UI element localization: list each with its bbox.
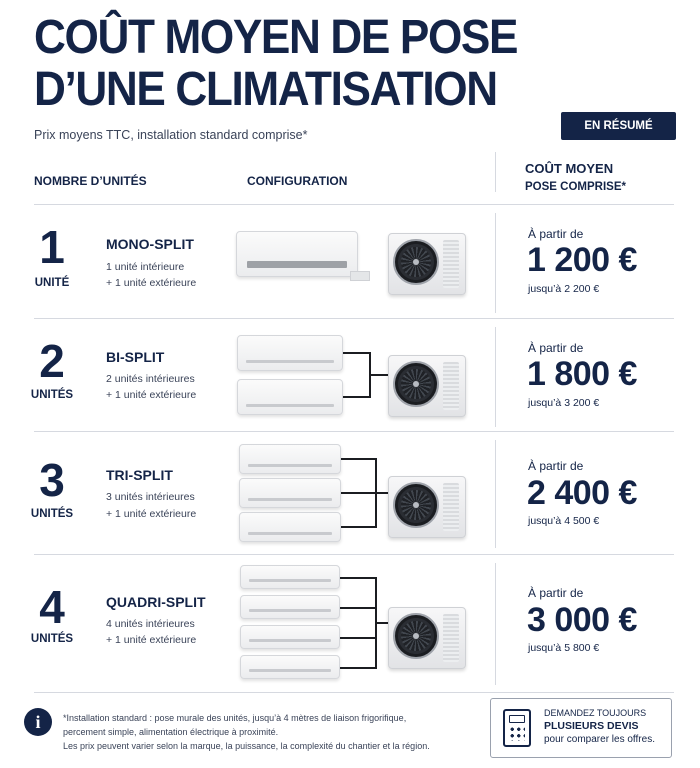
indoor-unit-image <box>240 595 340 619</box>
indoor-unit-image <box>239 478 341 508</box>
indoor-unit-image <box>240 625 340 649</box>
unit-count: 3 <box>39 454 65 506</box>
remote-image <box>350 271 370 281</box>
info-icon: i <box>24 708 52 736</box>
config-detail-outdoor: + 1 unité extérieure <box>106 634 197 646</box>
pipe-line <box>369 374 389 376</box>
price-from-label: À partir de <box>528 459 584 473</box>
pipe-line <box>341 526 377 528</box>
column-header-configuration: CONFIGURATION <box>247 174 348 188</box>
price-max: jusqu’à 4 500 € <box>528 515 600 527</box>
config-detail-outdoor: + 1 unité extérieure <box>106 277 197 289</box>
price-value: 1 800 € <box>527 355 637 393</box>
calculator-icon <box>503 709 531 747</box>
config-detail-outdoor: + 1 unité extérieure <box>106 508 197 520</box>
outdoor-unit-image <box>388 355 466 417</box>
price-value: 3 000 € <box>527 601 637 639</box>
quote-advice-line-3: pour comparer les offres. <box>544 734 655 745</box>
pipe-line <box>343 396 371 398</box>
unit-word: UNITÉ <box>34 277 70 289</box>
footnote-line-3: Les prix peuvent varier selon la marque, la puissance, la complexité du chantier et la région. <box>63 741 430 751</box>
subtitle: Prix moyens TTC, installation standard comprise* <box>34 128 308 142</box>
pipe-line <box>343 352 371 354</box>
pipe-line <box>340 667 377 669</box>
unit-count: 4 <box>39 581 65 633</box>
pipe-line <box>341 458 377 460</box>
unit-count: 1 <box>39 221 65 273</box>
footer-divider <box>34 692 674 693</box>
page-title <box>34 12 674 116</box>
pipe-line <box>375 492 389 494</box>
price-max: jusqu’à 3 200 € <box>528 397 600 409</box>
config-detail-indoor: 1 unité intérieure <box>106 261 185 273</box>
column-header-units: NOMBRE D’UNITÉS <box>34 174 147 188</box>
header-column-divider <box>495 152 496 192</box>
unit-word: UNITÉS <box>30 389 74 401</box>
quote-advice-line-1: DEMANDEZ TOUJOURS <box>544 708 647 718</box>
pipe-line <box>341 492 377 494</box>
config-detail-indoor: 4 unités intérieures <box>106 618 195 630</box>
title-line-1: COÛT MOYEN DE POSE <box>34 11 518 64</box>
indoor-unit-image <box>240 655 340 679</box>
indoor-unit-image <box>237 335 343 371</box>
indoor-unit-image <box>236 231 358 277</box>
outdoor-unit-image <box>388 476 466 538</box>
indoor-unit-image <box>240 565 340 589</box>
outdoor-unit-image <box>388 607 466 669</box>
config-detail-indoor: 2 unités intérieures <box>106 373 195 385</box>
cost-header-line1: COÛT MOYEN <box>525 161 614 176</box>
config-detail-outdoor: + 1 unité extérieure <box>106 389 197 401</box>
column-divider <box>495 213 496 313</box>
title-line-2: D’UNE CLIMATISATION <box>34 63 497 116</box>
indoor-unit-image <box>239 512 341 542</box>
price-max: jusqu’à 2 200 € <box>528 283 600 295</box>
indoor-unit-image <box>239 444 341 474</box>
column-header-cost <box>525 160 626 196</box>
price-value: 1 200 € <box>527 241 637 279</box>
price-from-label: À partir de <box>528 586 584 600</box>
summary-badge: EN RÉSUMÉ <box>561 112 676 140</box>
footnote-line-1: *Installation standard : pose murale des unités, jusqu’à 4 mètres de liaison frigorifique, <box>63 713 407 723</box>
pipe-line <box>340 637 377 639</box>
row-quadri-split <box>0 555 700 691</box>
config-name: MONO-SPLIT <box>106 236 194 252</box>
config-name: QUADRI-SPLIT <box>106 594 206 610</box>
footnote-line-2: percement simple, alimentation électrique à proximité. <box>63 727 279 737</box>
config-detail-indoor: 3 unités intérieures <box>106 491 195 503</box>
row-mono-split <box>0 205 700 318</box>
config-name: BI-SPLIT <box>106 349 165 365</box>
quote-advice-line-2: PLUSIEURS DEVIS <box>544 720 639 732</box>
column-divider <box>495 327 496 427</box>
row-tri-split <box>0 432 700 554</box>
cost-header-line2: POSE COMPRISE* <box>525 181 626 193</box>
config-name: TRI-SPLIT <box>106 467 173 483</box>
indoor-unit-image <box>237 379 343 415</box>
unit-word: UNITÉS <box>30 508 74 520</box>
unit-word: UNITÉS <box>30 633 74 645</box>
pipe-line <box>375 622 389 624</box>
row-bi-split <box>0 319 700 431</box>
pipe-line <box>340 607 377 609</box>
quote-advice-box <box>490 698 672 758</box>
column-divider <box>495 563 496 685</box>
column-divider <box>495 440 496 548</box>
price-from-label: À partir de <box>528 227 584 241</box>
price-from-label: À partir de <box>528 341 584 355</box>
pipe-line <box>340 577 377 579</box>
price-value: 2 400 € <box>527 474 637 512</box>
unit-count: 2 <box>39 335 65 387</box>
price-max: jusqu’à 5 800 € <box>528 642 600 654</box>
outdoor-unit-image <box>388 233 466 295</box>
